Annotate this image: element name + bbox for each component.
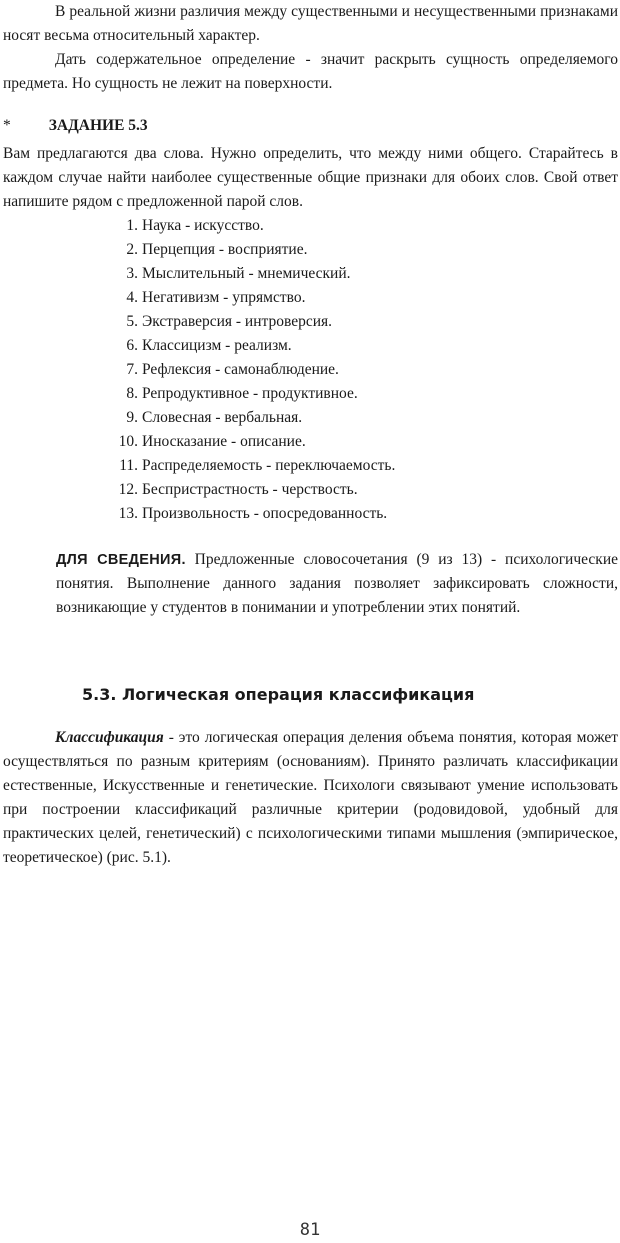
info-label: ДЛЯ СВЕДЕНИЯ. [56, 552, 186, 568]
intro-paragraph-2: Дать содержательное определение - значит раскрыть сущность определяемого предмета. Но сущность не лежит на поверхности. [3, 51, 618, 92]
list-item-text: Перцепция - восприятие. [142, 241, 308, 258]
list-item-number: 1. [126, 217, 138, 234]
asterisk-marker: * [3, 117, 11, 134]
list-item-text: Словесная - вербальная. [142, 409, 303, 426]
section-title: 5.3. Логическая операция классификация [82, 685, 475, 704]
list-item-number: 4. [126, 289, 138, 306]
list-item-number: 3. [126, 265, 138, 282]
list-item-text: Иносказание - описание. [142, 433, 306, 450]
intro-paragraph-1: В реальной жизни различия между существенными и несущественными признаками носят весьма относительный характер. [3, 3, 618, 44]
list-item-text: Негативизм - упрямство. [142, 289, 306, 306]
list-item-text: Репродуктивное - продуктивное. [142, 385, 358, 402]
list-item-text: Наука - искусство. [142, 217, 264, 234]
list-item-text: Распределяемость - переключаемость. [142, 457, 396, 474]
info-note [56, 548, 618, 620]
list-item-text: Экстраверсия - интроверсия. [142, 313, 333, 330]
list-item-number: 11. [119, 457, 138, 474]
info-text: Предложенные словосочетания (9 из 13) - психологические понятия. Выполнение данного задания позволяет зафиксировать сложности, возникающие у студентов в понимании и употреблении этих понятий. [56, 551, 618, 616]
list-item-number: 13. [118, 505, 138, 522]
list-item-number: 6. [126, 337, 138, 354]
list-item-number: 7. [126, 361, 138, 378]
term-classification: Классификация [55, 729, 164, 746]
list-item-text: Рефлексия - самонаблюдение. [142, 361, 339, 378]
page-number: 81 [299, 1220, 321, 1240]
list-item-number: 9. [126, 409, 138, 426]
task-heading [3, 117, 148, 135]
list-item-number: 5. [126, 313, 138, 330]
list-item-text: Беспристрастность - черствость. [142, 481, 358, 498]
task-instructions: Вам предлагаются два слова. Нужно определить, что между ними общего. Старайтесь в каждом случае найти наиболее существенные общие признаки для обоих слов. Свой ответ напишите рядом с предложенной парой слов. [3, 145, 618, 210]
list-item-number: 8. [126, 385, 138, 402]
list-item-text: Мыслительный - мнемический. [142, 265, 351, 282]
task-title: ЗАДАНИЕ 5.3 [48, 117, 148, 134]
section-paragraph [3, 726, 618, 870]
list-item-number: 2. [126, 241, 138, 258]
list-item-text: Классицизм - реализм. [142, 337, 292, 354]
list-item-number: 12. [118, 481, 138, 498]
list-item-number: 10. [118, 433, 138, 450]
section-body: - это логическая операция деления объема понятия, которая может осуществляться по разным критериям (основаниям). Принято различать классификации естественные, Искусственные и генетические. Психологи связывают умение использовать при построении классификаций различные критерии (родовидовой, удобный для практических целей, генетический) с психологическими типами мышления (эмпирическое, теоретическое) (рис. 5.1). [3, 729, 618, 866]
list-item-text: Произвольность - опосредованность. [142, 505, 388, 522]
